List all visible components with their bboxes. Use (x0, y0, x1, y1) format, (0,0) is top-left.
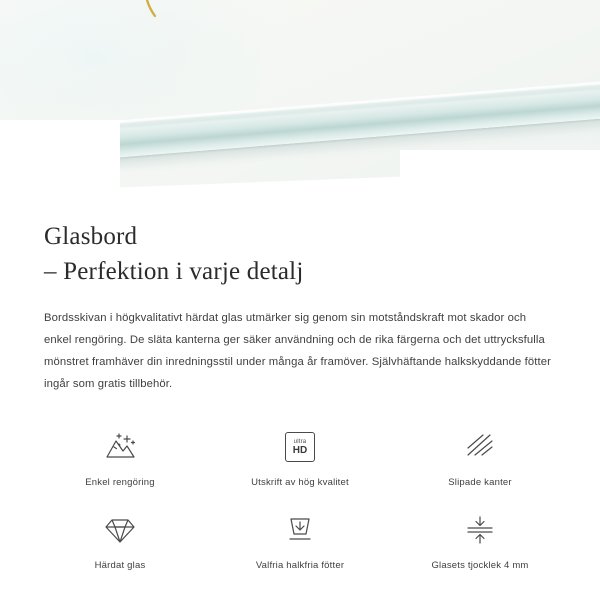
text-block (0, 220, 600, 395)
anti-slip-foot-icon (277, 508, 323, 552)
feature-item-print-quality (210, 425, 390, 488)
feature-item-polished-edges (390, 425, 570, 488)
feature-label: Slipade kanter (448, 477, 512, 489)
feature-label: Valfria halkfria fötter (255, 560, 345, 572)
feature-item-tempered-glass (30, 508, 210, 571)
sparkle-cloth-icon (97, 425, 143, 469)
feature-label: Härdat glas (94, 560, 146, 572)
feature-label: Utskrift av hög kvalitet (251, 477, 349, 489)
feature-label: Enkel rengöring (85, 477, 155, 489)
hero-mask-right (400, 150, 600, 196)
hero-image (0, 0, 600, 196)
headline-line-1: Glasbord (44, 223, 138, 250)
feature-item-easy-cleaning (30, 425, 210, 488)
description-paragraph: Bordsskivan i högkvalitativt härdat glas utmärker sig genom sin motståndskraft mot skador och enkel rengöring. De släta kanterna ger säker användning och de rika färgerna och det uttrycksfulla mönstret framhäver din inredningsstil under många år framöver. Självhäftande halkskyddande fötter ingår som gratis tillbehör. (44, 312, 552, 391)
hero-mask-left (0, 120, 120, 196)
feature-label: Glasets tjocklek 4 mm (431, 560, 529, 572)
feature-item-thickness (390, 508, 570, 571)
feature-grid (0, 425, 600, 571)
headline-line-2: – Perfektion i varje detalj (44, 257, 304, 285)
ultra-hd-badge-icon (277, 425, 323, 469)
diamond-icon (97, 508, 143, 552)
badge-bottom-text: HD (292, 444, 308, 456)
feature-item-anti-slip-feet (210, 508, 390, 571)
polished-edges-icon (457, 425, 503, 469)
page-title (44, 220, 556, 289)
thickness-arrows-icon (457, 508, 503, 552)
badge-top-text: ultra (293, 438, 307, 445)
